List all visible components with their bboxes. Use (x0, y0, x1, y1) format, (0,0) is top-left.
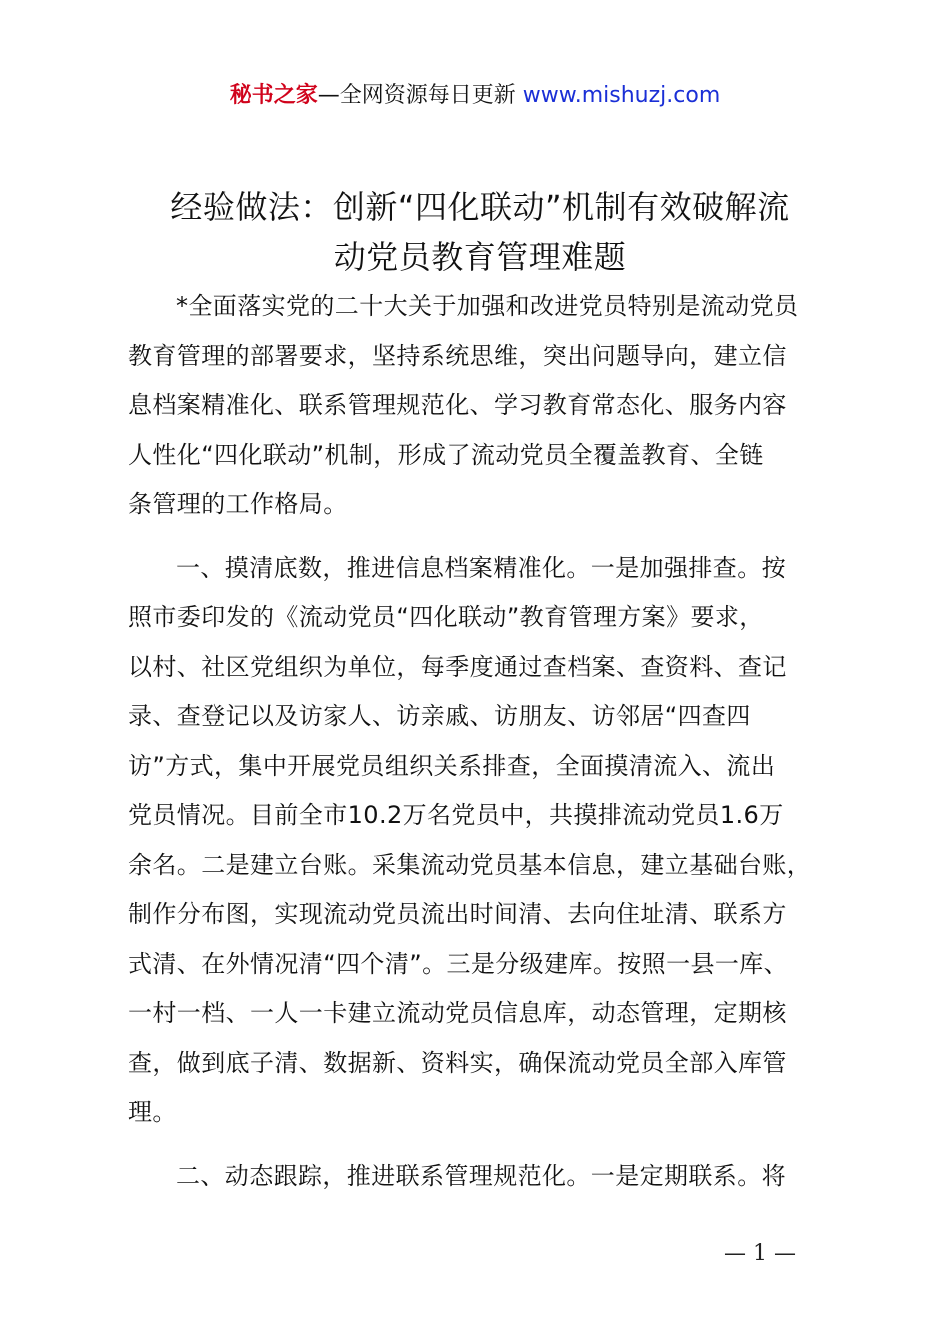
document-body (128, 282, 834, 1201)
text-line: 息档案精准化、联系管理规范化、学习教育常态化、服务内容 (128, 391, 787, 419)
text-line: 二、动态跟踪，推进联系管理规范化。一是定期联系。将 (176, 1161, 786, 1190)
section-2-paragraph (128, 1152, 834, 1202)
text-line: 余名。二是建立台账。采集流动党员基本信息，建立基础台账， (128, 850, 812, 879)
banner-brand: 秘书之家 (229, 83, 318, 108)
text-line: 党员情况。目前全市10.2万名党员中，共摸排流动党员1.6万 (128, 801, 784, 829)
text-line: 以村、社区党组织为单位，每季度通过查档案、查资料、查记 (128, 652, 787, 681)
title-line-1: 经验做法：创新“四化联动”机制有效破解流 (170, 188, 790, 226)
document-title (128, 182, 832, 282)
text-line: 一村一档、一人一卡建立流动党员信息库，动态管理，定期核 (128, 999, 787, 1027)
text-line: 条管理的工作格局。 (128, 490, 348, 518)
section-1-paragraph (128, 544, 834, 1138)
banner-url-link[interactable]: www.mishuzj.com (522, 83, 721, 108)
banner-tagline: —全网资源每日更新 (317, 83, 523, 108)
intro-paragraph (128, 282, 834, 530)
site-banner (0, 80, 950, 112)
title-line-2: 动党员教育管理难题 (333, 238, 627, 276)
page-number: — 1 — (724, 1241, 796, 1266)
text-line: *全面落实党的二十大关于加强和改进党员特别是流动党员 (176, 292, 799, 320)
text-line: 式清、在外情况清“四个清”。三是分级建库。按照一县一库、 (128, 949, 789, 978)
text-line: 访”方式，集中开展党员组织关系排查，全面摸清流入、流出 (128, 751, 776, 780)
text-line: 理。 (128, 1098, 177, 1126)
text-line: 照市委印发的《流动党员“四化联动”教育管理方案》要求， (128, 603, 764, 631)
text-line: 查，做到底子清、数据新、资料实，确保流动党员全部入库管 (128, 1048, 787, 1077)
text-line: 教育管理的部署要求，坚持系统思维，突出问题导向，建立信 (128, 341, 787, 370)
text-line: 录、查登记以及访家人、访亲戚、访朋友、访邻居“四查四 (128, 702, 751, 730)
text-line: 一、摸清底数，推进信息档案精准化。一是加强排查。按 (176, 553, 786, 582)
text-line: 制作分布图，实现流动党员流出时间清、去向住址清、联系方 (128, 900, 787, 928)
text-line: 人性化“四化联动”机制，形成了流动党员全覆盖教育、全链 (128, 440, 764, 469)
